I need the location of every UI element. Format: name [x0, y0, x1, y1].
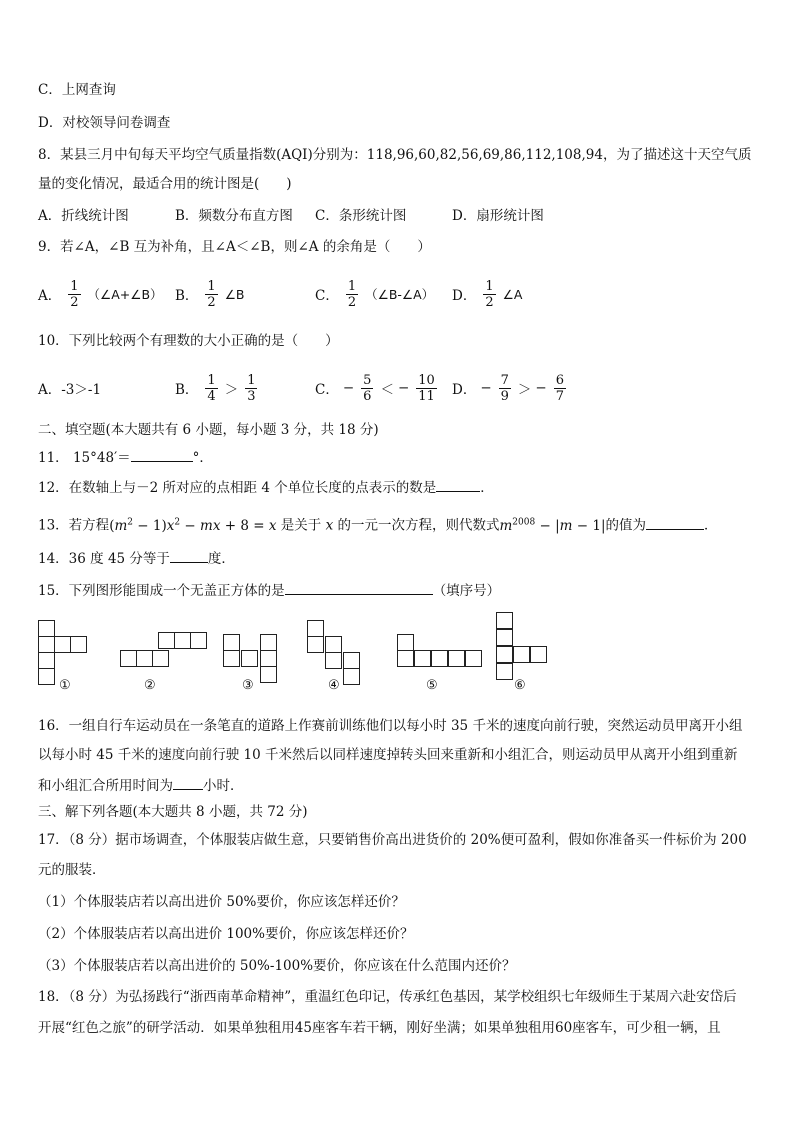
q13-text-post: 的值为 [605, 517, 647, 534]
q18-line1: 18．（8 分）为弘扬践行“浙西南革命精神”，重温红色印记，传承红色基因，某学校组织七年级师生于某周六赴安岱后 [38, 989, 737, 1005]
q11-tail: °． [192, 450, 213, 466]
figure-label: ⑤ [426, 678, 438, 693]
q10-stem: 10．下列比较两个有理数的大小正确的是（ ） [38, 333, 339, 349]
q17-line1: 17．（8 分）据市场调查，个体服装店做生意，只要销售价高出进货价的 20%便可盈利，假如你准备买一件标价为 200 [38, 832, 747, 848]
q11 [38, 447, 213, 468]
net-square [496, 663, 513, 680]
net-square [343, 652, 360, 669]
q13-text: 13．若方程 [38, 517, 110, 534]
option-label: A． [38, 288, 62, 304]
q14-tail: 度． [207, 551, 235, 567]
q13-text-mid: 是关于 [280, 517, 322, 534]
numerator: 1 [485, 278, 494, 294]
denominator: 2 [70, 294, 79, 310]
minus-sign: − [342, 380, 355, 396]
answer-blank[interactable] [285, 580, 433, 595]
net-square [174, 632, 191, 649]
q15 [38, 580, 500, 601]
net-square [307, 620, 324, 637]
q16-text: 和小组汇合所用时间为 [38, 778, 173, 794]
net-square [38, 652, 55, 669]
option-label: D． [452, 288, 477, 304]
numerator: 1 [247, 372, 256, 388]
net-square [260, 650, 277, 667]
net-square [190, 632, 207, 649]
answer-blank[interactable] [436, 477, 480, 492]
figure-label: ① [59, 678, 71, 693]
figure-label: ② [144, 678, 156, 693]
net-square [241, 650, 258, 667]
numerator: 6 [555, 372, 565, 388]
q10-option-a [38, 368, 101, 408]
net-square [54, 636, 71, 653]
fraction [499, 373, 511, 404]
fraction [205, 279, 217, 310]
q13-tail: ． [704, 517, 718, 534]
option-text: ∠B [224, 286, 245, 302]
net-square [307, 636, 324, 653]
net-square [397, 650, 414, 667]
answer-blank[interactable] [646, 515, 704, 530]
option-label: D． [452, 382, 477, 398]
q12 [38, 477, 494, 498]
q13-expression: $m^{2008} - |m - 1|$ [499, 517, 606, 534]
fraction [346, 279, 358, 310]
net-square [38, 636, 55, 653]
net-square [70, 636, 87, 653]
minus-sign: − [535, 380, 547, 396]
net-square [223, 650, 240, 667]
net-square [120, 650, 137, 667]
q9-option-c [315, 274, 434, 314]
option-text: （∠A+∠B） [87, 287, 163, 302]
section-heading-solve: 三、解下列各题(本大题共 8 小题，共 72 分) [38, 804, 308, 820]
net-square [136, 650, 153, 667]
minus-sign: − [480, 380, 492, 396]
q16-line3 [38, 775, 244, 796]
net-square [38, 620, 55, 637]
q16-tail: 小时． [203, 778, 244, 794]
figure-label: ⑥ [514, 678, 526, 693]
q12-tail: ． [480, 480, 494, 496]
net-square [513, 646, 530, 663]
fraction [554, 373, 566, 404]
net-square [260, 634, 277, 651]
option-label: C． [315, 382, 339, 398]
q13-equation: $(m^2 - 1)x^2$ − mx + 8 = x [109, 517, 277, 534]
answer-blank[interactable] [170, 548, 208, 563]
q8-option-a: A．折线统计图 [38, 208, 129, 224]
fraction [68, 279, 80, 310]
fraction [361, 373, 373, 404]
q14-text: 14．36 度 45 分等于 [38, 551, 170, 567]
q9-option-b [175, 274, 245, 314]
net-square [38, 668, 55, 685]
figure-label: ④ [328, 678, 340, 693]
denominator: 2 [485, 294, 494, 310]
net-square [530, 646, 547, 663]
numerator: 1 [207, 372, 216, 388]
comparison-operator: ＞ [224, 382, 239, 398]
q8-option-c: C．条形统计图 [315, 208, 407, 224]
option-text: ∠A [502, 286, 523, 302]
net-square [325, 652, 342, 669]
net-square [496, 629, 513, 646]
denominator: 2 [347, 294, 357, 310]
q15-text: 15．下列图形能围成一个无盖正方体的是 [38, 583, 285, 599]
q18-line2: 开展“红色之旅”的研学活动．如果单独租用45座客车若干辆，刚好坐满；如果单独租用60座客车，可少租一辆，且 [38, 1020, 721, 1036]
comparison-operator: ＞ [517, 382, 532, 398]
option-label: B． [175, 382, 199, 398]
denominator: 2 [207, 294, 216, 310]
answer-blank[interactable] [173, 775, 203, 790]
q13-variable: x [325, 517, 334, 534]
q9-stem: 9．若∠A，∠B 互为补角，且∠A＜∠B，则∠A 的余角是（ ） [38, 239, 431, 255]
numerator: 7 [500, 372, 509, 388]
q9-options [38, 274, 758, 314]
numerator: 5 [363, 372, 372, 388]
q9-option-a [38, 274, 163, 314]
net-square [448, 650, 465, 667]
q17-sub1: （1）个体服装店若以高出进价 50%要价，你应该怎样还价？ [38, 894, 405, 910]
net-square [158, 632, 175, 649]
q7-option-c: C．上网查询 [38, 82, 116, 98]
numerator: 1 [207, 278, 216, 294]
q17-sub2: （2）个体服装店若以高出进价 100%要价，你应该怎样还价？ [38, 926, 414, 942]
option-text: A．-3＞-1 [38, 382, 102, 398]
q10-options [38, 368, 758, 408]
net-square [223, 634, 240, 651]
q16-line2: 以每小时 45 千米的速度向前行驶 10 千米然后以同样速度掉转头回来重新和小组汇合，则运动员甲从离开小组到重新 [38, 747, 738, 763]
q8-option-b: B．频数分布直方图 [175, 208, 293, 224]
cube-net-figures [30, 612, 570, 702]
fraction [483, 279, 495, 310]
net-square [465, 650, 482, 667]
net-square [343, 668, 360, 685]
q12-text: 12．在数轴上与－2 所对应的点相距 4 个单位长度的点表示的数是 [38, 480, 437, 496]
fraction [245, 373, 257, 404]
q11-text: 11． 15°48′＝ [38, 450, 131, 466]
denominator: 6 [363, 388, 372, 404]
q8-stem-line1: 8．某县三月中旬每天平均空气质量指数(AQI)分别为：118,96,60,82,56,69,86,112,108,94，为了描述这十天空气质 [38, 147, 752, 163]
q10-option-d [452, 368, 569, 408]
option-label: B． [175, 288, 199, 304]
net-square [260, 666, 277, 683]
q7-option-d: D．对校领导问卷调查 [38, 115, 171, 131]
option-text: （∠B-∠A） [365, 287, 435, 302]
q8-stem-line2: 量的变化情况，最适合用的统计图是( ) [38, 176, 292, 192]
fraction [205, 373, 217, 404]
net-square [397, 634, 414, 651]
option-label: C． [315, 288, 339, 304]
q16-line1: 16．一组自行车运动员在一条笔直的道路上作赛前训练他们以每小时 35 千米的速度向前行驶，突然运动员甲离开小组 [38, 718, 743, 734]
denominator: 4 [207, 388, 216, 404]
denominator: 9 [500, 388, 509, 404]
comparison-operator: ＜ [380, 382, 394, 398]
q10-option-c [315, 368, 440, 408]
q15-tail: （填序号） [432, 583, 501, 599]
numerator: 10 [418, 372, 435, 388]
net-square [325, 636, 342, 653]
net-square [414, 650, 431, 667]
fraction [416, 373, 437, 404]
figure-label: ③ [242, 678, 254, 693]
net-square [431, 650, 448, 667]
q17-line2: 元的服装． [38, 862, 106, 878]
q13 [38, 512, 718, 536]
q9-option-d [452, 274, 522, 314]
minus-sign: − [397, 380, 410, 396]
denominator: 3 [247, 388, 256, 404]
net-square [496, 646, 513, 663]
q17-sub3: （3）个体服装店若以高出进价的 50%-100%要价，你应该在什么范围内还价？ [38, 958, 516, 974]
answer-blank[interactable] [131, 447, 193, 462]
q13-text-mid2: 的一元一次方程，则代数式 [337, 517, 500, 534]
numerator: 1 [70, 278, 79, 294]
q14 [38, 548, 235, 569]
q10-option-b [175, 368, 260, 408]
numerator: 1 [347, 278, 357, 294]
denominator: 7 [555, 388, 565, 404]
q8-option-d: D．扇形统计图 [452, 208, 544, 224]
net-square [496, 612, 513, 629]
net-square [152, 650, 169, 667]
denominator: 11 [418, 388, 435, 404]
section-heading-fill-blank: 二、填空题(本大题共有 6 小题，每小题 3 分，共 18 分) [38, 422, 379, 438]
